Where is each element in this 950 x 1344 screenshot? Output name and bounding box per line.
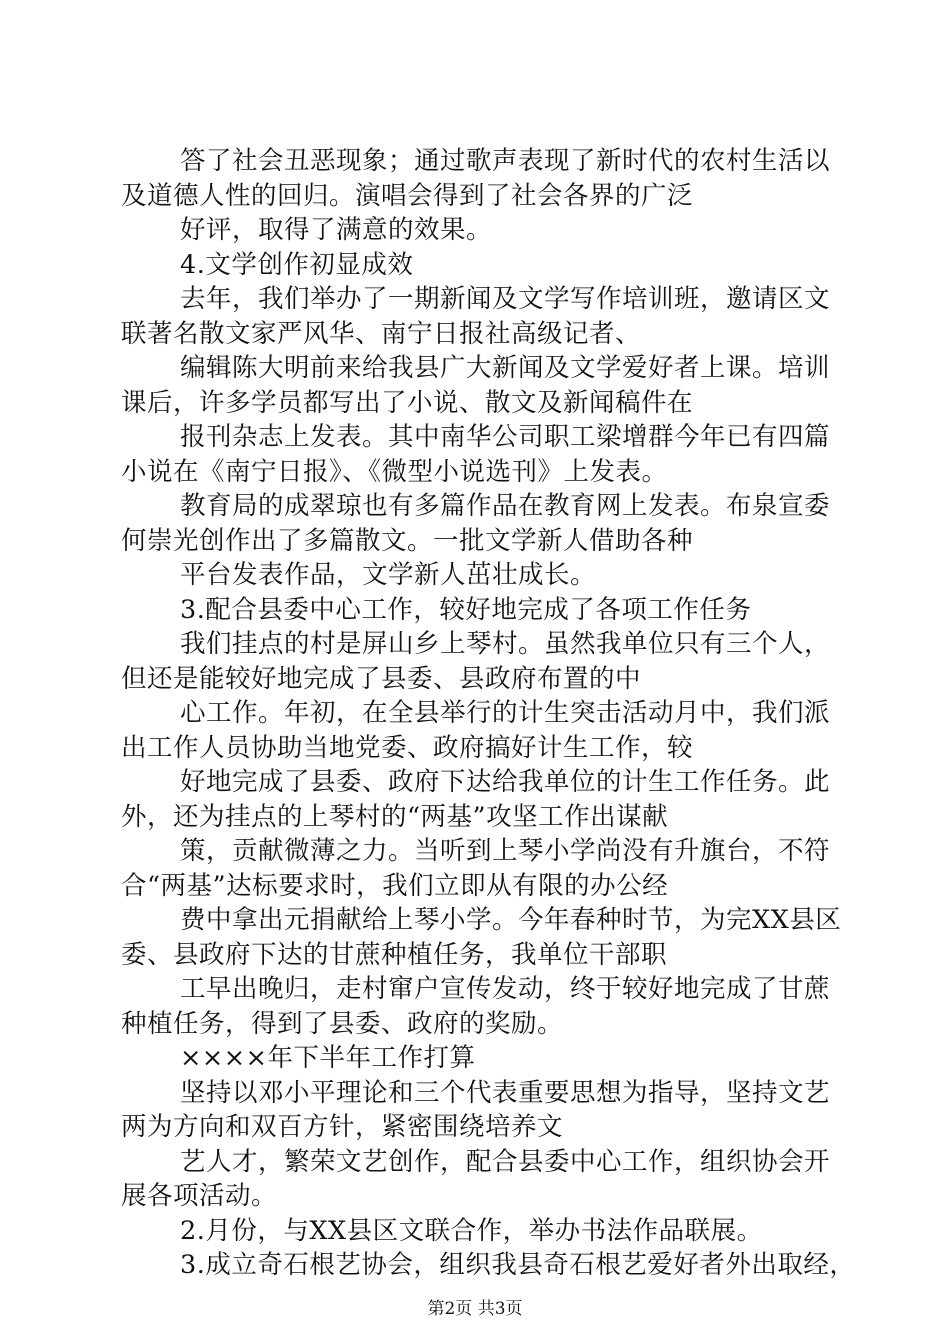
- text-line: 合“两基”达标要求时，我们立即从有限的办公经: [121, 870, 669, 901]
- text-line: 两为方向和双百方针，紧密围绕培养文: [121, 1112, 564, 1142]
- text-line: 心工作。年初，在全县举行的计生突击活动月中，我们派: [180, 698, 831, 728]
- text-line: 教育局的成翠琼也有多篇作品在教育网上发表。布泉宣委: [180, 491, 831, 521]
- text-line: 费中拿出元捐献给上琴小学。今年春种时节，为完XX县区: [180, 905, 842, 935]
- text-line: 出工作人员协助当地党委、政府搞好计生工作，较: [121, 732, 694, 763]
- text-line: 何崇光创作出了多篇散文。一批文学新人借助各种: [121, 525, 694, 556]
- text-line: 报刊杂志上发表。其中南华公司职工梁增群今年已有四篇: [180, 422, 831, 452]
- text-line: 好评，取得了满意的效果。: [180, 215, 493, 245]
- text-line: 我们挂点的村是屏山乡上琴村。虽然我单位只有三个人，: [180, 629, 831, 659]
- text-line: 外，还为挂点的上琴村的“两基”攻坚工作出谋献: [121, 801, 669, 832]
- text-line: 联著名散文家严风华、南宁日报社高级记者、: [121, 318, 642, 349]
- text-line: 展各项活动。: [121, 1181, 278, 1211]
- text-line: 策，贡献微薄之力。当听到上琴小学尚没有升旗台，不符: [180, 836, 831, 866]
- text-line: 课后，许多学员都写出了小说、散文及新闻稿件在: [121, 387, 694, 418]
- text-line: 平台发表作品，文学新人茁壮成长。: [180, 560, 597, 590]
- text-line: 工早出晚归，走村窜户宣传发动，终于较好地完成了甘蔗: [180, 974, 831, 1004]
- text-line: 3.成立奇石根艺协会，组织我县奇石根艺爱好者外出取经，: [180, 1250, 856, 1280]
- text-line: 去年，我们举办了一期新闻及文学写作培训班，邀请区文: [180, 284, 831, 314]
- text-line: 坚持以邓小平理论和三个代表重要思想为指导，坚持文艺: [180, 1077, 831, 1108]
- text-line: 答了社会丑恶现象；通过歌声表现了新时代的农村生活以: [180, 146, 831, 176]
- text-line: 及道德人性的回归。演唱会得到了社会各界的广泛: [121, 180, 694, 211]
- text-line: 好地完成了县委、政府下达给我单位的计生工作任务。此: [180, 767, 831, 797]
- text-line: 艺人才，繁荣文艺创作，配合县委中心工作，组织协会开: [180, 1146, 831, 1177]
- text-line: 种植任务，得到了县委、政府的奖励。: [121, 1008, 564, 1039]
- text-line: 3.配合县委中心工作，较好地完成了各项工作任务: [180, 594, 752, 625]
- text-line: 4.文学创作初显成效: [180, 249, 414, 280]
- text-line: 小说在《南宁日报》、《微型小说选刊》上发表。: [121, 456, 668, 487]
- page-footer: 第2页 共3页: [427, 1299, 523, 1319]
- text-line: 但还是能较好地完成了县委、县政府布置的中: [121, 663, 642, 694]
- text-line: 2.月份，与XX县区文联合作，举办书法作品联展。: [180, 1215, 763, 1246]
- text-line: 编辑陈大明前来给我县广大新闻及文学爱好者上课。培训: [180, 353, 831, 383]
- text-line: 委、县政府下达的甘蔗种植任务，我单位干部职: [121, 939, 668, 970]
- text-line: ××××年下半年工作打算: [180, 1043, 476, 1073]
